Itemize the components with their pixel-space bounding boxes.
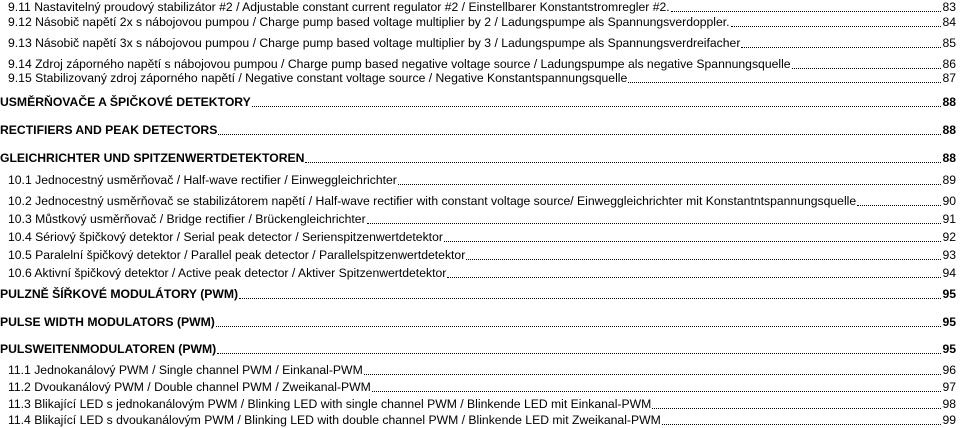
toc-chapter-title: PULSE WIDTH MODULATORS (PWM) xyxy=(0,315,215,329)
toc-page-number: 88 xyxy=(942,123,956,137)
toc-entry[interactable] xyxy=(8,35,956,51)
toc-entry-title: 9.11 Nastavitelný proudový stabilizátor #2 / Adjustable constant current regulator #2 / Einstellbarer Konstantstromregler #2. xyxy=(8,0,670,14)
toc-chapter-title: PULSWEITENMODULATOREN (PWM) xyxy=(0,342,217,356)
toc-chapter-entry[interactable] xyxy=(0,341,956,357)
toc-page-number: 95 xyxy=(942,315,956,329)
dot-leader xyxy=(731,14,942,27)
toc-entry-title: 9.15 Stabilizovaný zdroj záporného napětí / Negative constant voltage source / Negative Konstantspannungsquelle xyxy=(8,71,628,85)
dot-leader xyxy=(466,247,941,260)
toc-entry-title: 10.4 Sériový špičkový detektor / Serial peak detector / Serienspitzenwertdetektor xyxy=(8,230,443,244)
toc-entry[interactable] xyxy=(8,172,956,188)
toc-entry[interactable] xyxy=(8,362,956,378)
toc-entry[interactable] xyxy=(8,379,956,395)
toc-page-number: 88 xyxy=(942,95,956,109)
dot-leader xyxy=(857,193,941,206)
toc-chapter-entry[interactable] xyxy=(0,122,956,138)
dot-leader xyxy=(216,314,942,327)
toc-page-number: 95 xyxy=(942,287,956,301)
toc-page-number: 97 xyxy=(942,380,956,394)
dot-leader xyxy=(372,379,942,392)
toc-chapter-title: PULZNĚ ŠÍŘKOVÉ MODULÁTORY (PWM) xyxy=(0,287,239,301)
toc-page-number: 94 xyxy=(942,266,956,280)
toc-entry[interactable] xyxy=(8,0,956,15)
toc-entry[interactable] xyxy=(8,70,956,86)
toc-page-number: 83 xyxy=(942,0,956,14)
dot-leader xyxy=(364,362,942,375)
toc-page-number: 96 xyxy=(942,363,956,377)
toc-entry[interactable] xyxy=(8,396,956,412)
dot-leader xyxy=(218,122,941,135)
dot-leader xyxy=(741,35,941,48)
dot-leader xyxy=(662,412,942,425)
dot-leader xyxy=(444,229,942,242)
dot-leader xyxy=(671,0,942,12)
toc-entry-title: 10.6 Aktivní špičkový detektor / Active peak detector / Aktiver Spitzenwertdetektor xyxy=(8,266,447,280)
toc-page-number: 89 xyxy=(942,173,956,187)
toc-entry[interactable] xyxy=(8,193,956,209)
toc-page-number: 92 xyxy=(942,230,956,244)
toc-chapter-title: RECTIFIERS AND PEAK DETECTORS xyxy=(0,123,218,137)
toc-page-number: 93 xyxy=(942,248,956,262)
toc-chapter-entry[interactable] xyxy=(0,314,956,330)
toc-entry-title: 11.2 Dvoukanálový PWM / Double channel PWM / Zweikanal-PWM xyxy=(8,380,371,394)
toc-entry[interactable] xyxy=(8,412,956,428)
toc-entry-title: 9.12 Násobič napětí 2x s nábojovou pumpou / Charge pump based voltage multiplier by 2 / Ladungspumpe als Spannungsverdoppler. xyxy=(8,15,730,29)
toc-entry[interactable] xyxy=(8,211,956,227)
toc-entry-title: 10.5 Paralelní špičkový detektor / Parallel peak detector / Parallelspitzenwertdetektor xyxy=(8,248,466,262)
toc-entry[interactable] xyxy=(8,229,956,245)
toc-chapter-title: USMĚRŇOVAČE A ŠPIČKOVÉ DETEKTORY xyxy=(0,95,251,109)
toc-entry[interactable] xyxy=(8,14,956,30)
dot-leader xyxy=(239,286,941,299)
dot-leader xyxy=(652,396,941,409)
dot-leader xyxy=(367,211,942,224)
toc-entry[interactable] xyxy=(8,265,956,281)
toc-entry-title: 11.3 Blikající LED s jednokanálovým PWM / Blinking LED with single channel PWM / Blinkende LED mit Einkanal-PWM xyxy=(8,397,652,411)
dot-leader xyxy=(398,172,942,185)
toc-chapter-title: GLEICHRICHTER UND SPITZENWERTDETEKTOREN xyxy=(0,151,305,165)
toc-entry-title: 11.4 Blikající LED s dvoukanálovým PWM / Blinking LED with double channel PWM / Blinkende LED mit Zweikanal-PWM xyxy=(8,413,661,427)
toc-entry-title: 11.1 Jednokanálový PWM / Single channel PWM / Einkanal-PWM xyxy=(8,363,363,377)
toc-page-number: 86 xyxy=(942,57,956,71)
toc-page-number: 87 xyxy=(942,71,956,85)
toc-page-number: 91 xyxy=(942,212,956,226)
toc-entry-title: 10.1 Jednocestný usměrňovač / Half-wave rectifier / Einweggleichrichter xyxy=(8,173,397,187)
toc-entry-title: 9.14 Zdroj záporného napětí s nábojovou pumpou / Charge pump based negative voltage source / Ladungspumpe als negative Spannungsquelle xyxy=(8,57,791,71)
toc-page-number: 84 xyxy=(942,15,956,29)
dot-leader xyxy=(792,56,942,69)
toc-chapter-entry[interactable] xyxy=(0,94,956,110)
toc-chapter-entry[interactable] xyxy=(0,150,956,166)
dot-leader xyxy=(447,265,941,278)
dot-leader xyxy=(252,94,942,107)
toc-page-number: 95 xyxy=(942,342,956,356)
toc-page-number: 90 xyxy=(942,194,956,208)
toc-chapter-entry[interactable] xyxy=(0,286,956,302)
toc-page-number: 88 xyxy=(942,151,956,165)
toc-entry-title: 9.13 Násobič napětí 3x s nábojovou pumpou / Charge pump based voltage multiplier by 3 / Ladungspumpe als Spannungsverdreifacher xyxy=(8,36,741,50)
dot-leader xyxy=(628,70,941,83)
toc-page-number: 85 xyxy=(942,36,956,50)
toc-entry-title: 10.2 Jednocestný usměrňovač se stabilizátorem napětí / Half-wave rectifier with constant voltage source/ Einweggleichrichter mit Konstantntspannungsquelle xyxy=(8,194,857,208)
dot-leader xyxy=(305,150,941,163)
toc-page-number: 98 xyxy=(942,397,956,411)
toc-entry-title: 10.3 Můstkový usměrňovač / Bridge rectifier / Brückengleichrichter xyxy=(8,212,366,226)
toc-entry[interactable] xyxy=(8,247,956,263)
dot-leader xyxy=(217,341,941,354)
toc-page-number: 99 xyxy=(942,413,956,427)
